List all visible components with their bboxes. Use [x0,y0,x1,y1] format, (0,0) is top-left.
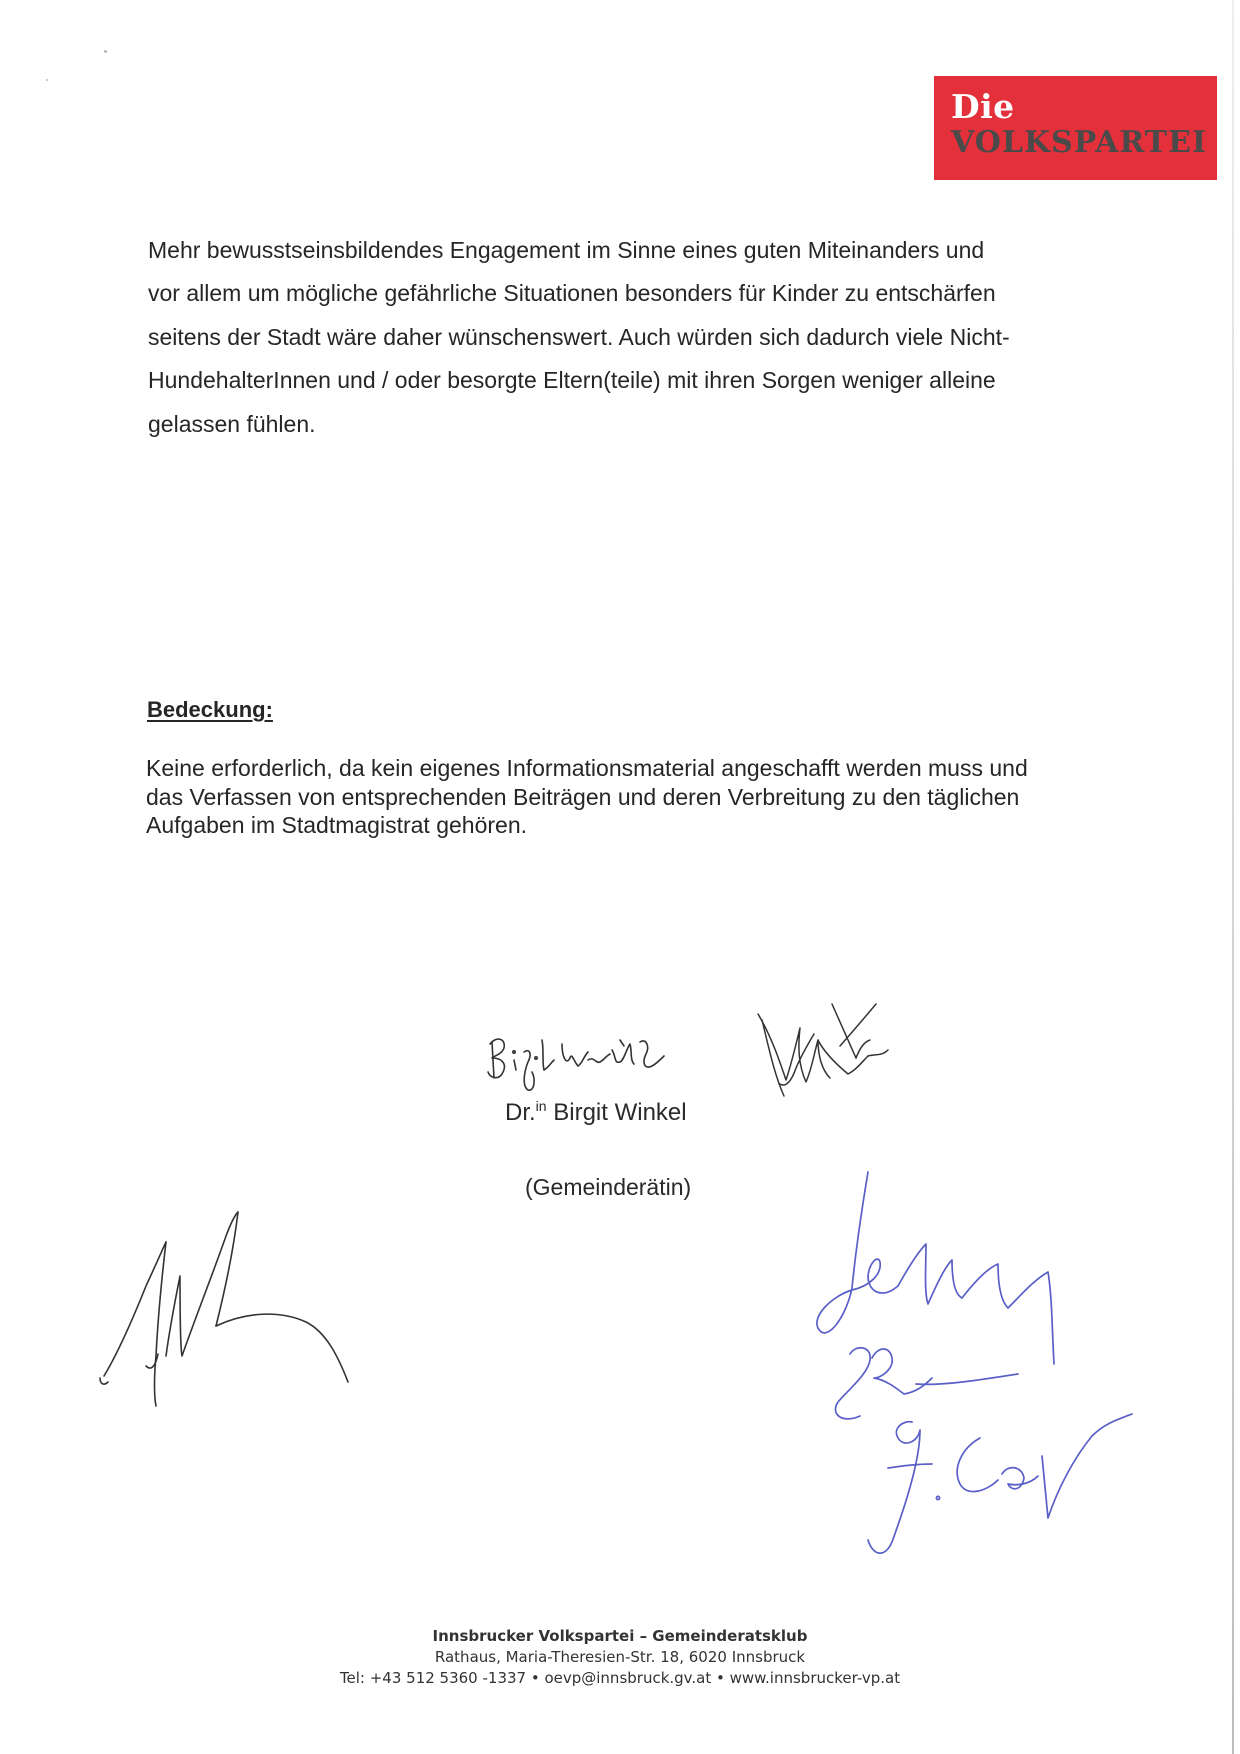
body-line: seitens der Stadt wäre daher wünschenswert. Auch würden sich dadurch viele Nicht- [148,323,1010,350]
signer-name [505,1098,687,1127]
scan-speck [104,50,107,53]
body-paragraph [148,229,1108,446]
scan-page-edge [1232,0,1234,1754]
footer-address: Rathaus, Maria-Theresien-Str. 18, 6020 Innsbruck [434,1648,806,1666]
body-line: HundehalterInnen und / oder besorgte Eltern(teile) mit ihren Sorgen weniger alleine [148,367,996,394]
letterhead-footer [0,1626,1240,1689]
coverage-line: Keine erforderlich, da kein eigenes Informationsmaterial angeschafft werden muss und [146,755,1028,781]
signature-initials-check [752,984,902,1124]
coverage-line: Aufgaben im Stadtmagistrat gehören. [146,812,528,838]
signer-full-name: Birgit Winkel [553,1099,687,1126]
scan-speck [46,79,48,81]
signature-bottom-left [96,1206,366,1416]
signer-title-superscript: in [535,1098,547,1114]
signer-role: (Gemeinderätin) [525,1174,692,1200]
body-line: gelassen fühlen. [148,410,316,437]
coverage-line: das Verfassen von entsprechenden Beiträgen und deren Verbreitung zu den täglichen [146,783,1020,810]
party-logo [934,76,1217,180]
signature-bottom-right-blue [812,1168,1192,1568]
body-line: Mehr bewusstseinsbildendes Engagement im Sinne eines guten Miteinanders und [148,237,985,263]
coverage-paragraph [146,754,1126,840]
body-line: vor allem um mögliche gefährliche Situationen besonders für Kinder zu entschärfen [148,280,996,307]
logo-line-die: Die [951,87,1015,126]
signer-title: Dr. [505,1099,536,1126]
signature-birgit-winkel [484,1020,704,1100]
footer-organization: Innsbrucker Volkspartei – Gemeinderatsklub [432,1627,808,1645]
logo-line-volkspartei: VOLKSPARTEI [951,125,1207,160]
footer-contact: Tel: +43 512 5360 -1337 • oevp@innsbruck.gv.at • www.innsbrucker-vp.at [339,1669,901,1687]
coverage-heading: Bedeckung: [147,697,273,722]
